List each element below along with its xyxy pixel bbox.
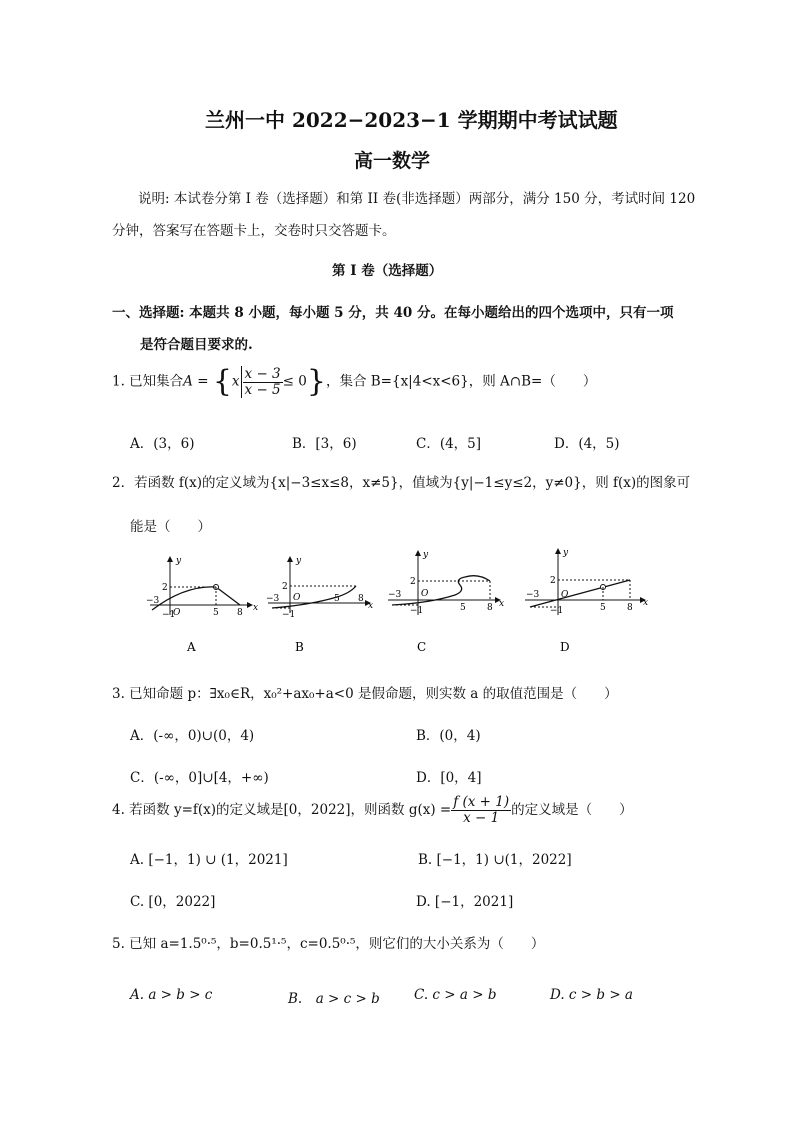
graph-b-5: 5 (334, 594, 340, 604)
q2-graphs (0, 545, 794, 655)
q3-option-a: A．(-∞，0)∪(0，4) (130, 728, 255, 744)
q1-frac-den: x − 5 (244, 381, 281, 398)
graph-c-2: 2 (410, 577, 416, 587)
q5-option-d: D. c > b > a (550, 987, 633, 1003)
graph-d-neg1: −1 (550, 606, 564, 616)
graph-c-label: C (417, 640, 427, 654)
graph-a-x: x (253, 603, 259, 613)
graph-a-o: O (173, 608, 181, 618)
question-3-stem: 3. 已知命题 p：∃x₀∈R，x₀²+ax₀+a<0 是假命题，则实数 a 的取值范围是（ ） (112, 686, 618, 702)
q1-frac-num: x − 3 (244, 365, 281, 382)
q5-option-a: A. a > b > c (130, 987, 213, 1003)
graph-a-neg1: −1 (162, 610, 176, 620)
q3-option-c: C．(-∞，0]∪[4，+∞) (130, 770, 269, 786)
graph-c-y: y (423, 550, 429, 560)
q4-frac-den: x − 1 (463, 809, 500, 826)
graph-b (266, 556, 373, 654)
graph-d-5: 5 (600, 603, 606, 613)
graph-d-neg3: −3 (526, 590, 540, 600)
graph-b-neg3: −3 (266, 594, 280, 604)
graph-c-8: 8 (487, 603, 493, 613)
q1-prefix: 1. 已知集合 (112, 373, 184, 390)
graph-b-neg1: −1 (282, 610, 296, 620)
graph-b-o: O (293, 593, 301, 603)
graph-b-y: y (296, 556, 302, 566)
intro-line-2: 分钟，答案写在答题卡上，交卷时只交答题卡。 (112, 223, 396, 239)
intro-line-1: 说明: 本试卷分第 I 卷（选择题）和第 II 卷(非选择题）两部分，满分 150 分，考试时间 120 (138, 191, 696, 207)
q4-frac-num: f (x + 1) (453, 794, 510, 810)
graph-a-neg3: −3 (146, 596, 160, 606)
q1-x: x (231, 373, 240, 390)
q1-option-b: B．[3，6) (292, 436, 357, 452)
q1-bar (241, 366, 242, 398)
q4-option-c: C. [0，2022] (130, 894, 216, 910)
q1-fraction (243, 367, 283, 398)
question-1-stem (112, 366, 596, 398)
q1-suffix: ，集合 B={x|4<x<6}，则 A∩B=（ ） (325, 373, 597, 390)
graph-c-x: x (499, 599, 505, 609)
graph-a-y: y (176, 556, 182, 566)
graph-c-neg1: −1 (410, 606, 424, 616)
q1-right-brace: } (306, 364, 326, 399)
graph-c-5: 5 (460, 603, 466, 613)
q1-left-brace: { (212, 364, 232, 399)
graph-d-8: 8 (627, 603, 633, 613)
q4-fraction (451, 795, 511, 826)
graph-d (525, 548, 648, 654)
q1-option-a: A．(3，6) (130, 436, 195, 452)
q1-option-c: C．(4，5] (416, 436, 482, 452)
graph-a-2: 2 (162, 583, 168, 593)
graph-b-8: 8 (358, 594, 364, 604)
q3-option-b: B．(0，4) (416, 728, 481, 744)
graph-d-x: x (643, 598, 649, 608)
graph-a-label: A (187, 640, 196, 654)
graph-d-label: D (560, 640, 570, 654)
q1-set-a: A (183, 373, 193, 390)
q3-option-d: D．[0，4] (416, 770, 482, 786)
graph-b-2: 2 (282, 582, 288, 592)
graph-c (388, 550, 504, 654)
part1-heading-line-2: 是符合题目要求的. (140, 337, 253, 353)
q1-le0: ≤ 0 (282, 373, 307, 390)
graph-c-o: O (421, 589, 429, 599)
graph-a-5: 5 (213, 608, 219, 618)
subject-title: 高一数学 (354, 150, 431, 172)
q4-option-d: D. [−1，2021] (416, 894, 514, 910)
q5-option-b: B. a > c > b (288, 991, 380, 1007)
graph-a-8: 8 (237, 608, 243, 618)
graph-c-neg3: −3 (388, 590, 402, 600)
graph-b-x: x (368, 601, 374, 611)
graph-d-2: 2 (550, 576, 556, 586)
q4-prefix: 4. 若函数 y=f(x)的定义域是[0，2022]，则函数 g(x) = (112, 801, 452, 818)
graph-b-label: B (295, 640, 304, 654)
graph-a (146, 556, 258, 654)
question-4-stem (112, 795, 633, 826)
question-2-line-2: 能是（ ） (130, 519, 211, 535)
q1-eq: = (192, 373, 213, 390)
graph-d-o: O (561, 590, 569, 600)
part1-heading-line-1: 一、选择题: 本题共 8 小题，每小题 5 分，共 40 分。在每小题给出的四个选项中，只有一项 (112, 305, 674, 321)
question-2-line-1: 2．若函数 f(x)的定义域为{x|−3≤x≤8，x≠5}，值域为{y|−1≤y≤2，y≠0}，则 f(x)的图象可 (112, 475, 691, 491)
section-title: 第 I 卷（选择题） (332, 263, 443, 279)
exam-title: 兰州一中 2022−2023−1 学期期中考试试题 (205, 108, 618, 132)
q4-option-b: B. [−1，1) ∪(1，2022] (418, 852, 572, 868)
question-5-stem: 5. 已知 a=1.5⁰·⁵，b=0.5¹·⁵，c=0.5⁰·⁵，则它们的大小关系为（ ） (112, 936, 545, 952)
q4-suffix: 的定义域是（ ） (511, 801, 633, 818)
q5-option-c: C. c > a > b (414, 987, 497, 1003)
graph-d-y: y (563, 548, 569, 558)
q4-option-a: A. [−1，1) ∪ (1，2021] (130, 852, 288, 868)
q1-option-d: D．(4，5) (554, 436, 620, 452)
